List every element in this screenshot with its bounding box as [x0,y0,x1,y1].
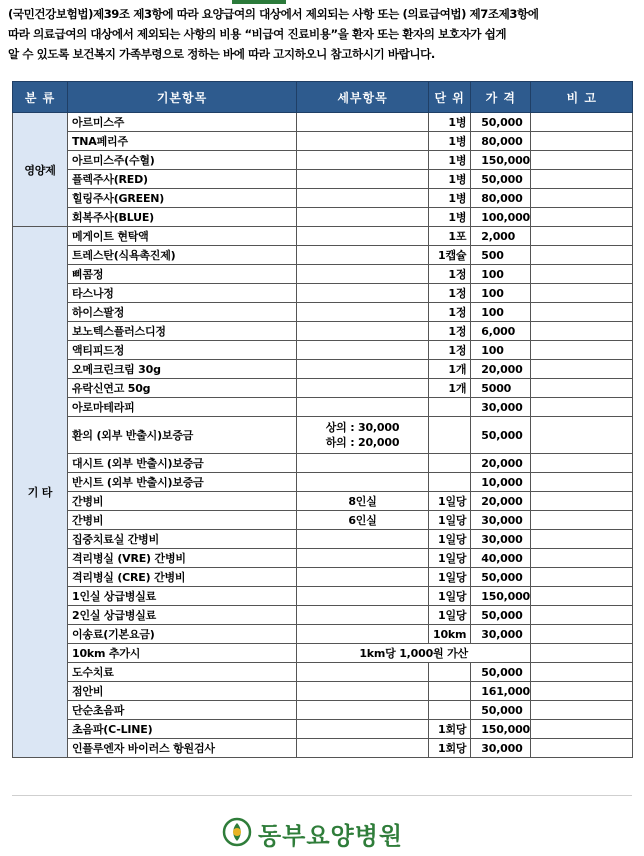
detail-cell [297,625,429,644]
table-row [13,379,633,398]
detail-cell [297,303,429,322]
table-row [13,208,633,227]
item-cell: 타스나정 [68,284,297,303]
item-cell: 점안비 [68,682,297,701]
note-cell [531,246,633,265]
note-cell [531,549,633,568]
note-cell [531,322,633,341]
item-cell: 간병비 [68,492,297,511]
detail-cell [297,151,429,170]
detail-cell [297,701,429,720]
price-cell: 100 [471,303,531,322]
price-cell: 30,000 [471,398,531,417]
category-cell: 영양제 [13,113,68,227]
header-note: 비 고 [531,82,633,113]
unit-cell: 1정 [429,284,471,303]
note-cell [531,663,633,682]
table-row [13,265,633,284]
unit-cell [429,663,471,682]
table-row [13,417,633,454]
detail-cell [297,227,429,246]
note-cell [531,492,633,511]
table-row [13,151,633,170]
note-cell [531,151,633,170]
price-cell: 20,000 [471,360,531,379]
detail-cell [297,530,429,549]
detail-cell: 8인실 [297,492,429,511]
header-unit: 단 위 [429,82,471,113]
note-cell [531,701,633,720]
table-row [13,549,633,568]
note-cell [531,568,633,587]
note-cell [531,739,633,758]
item-cell: 대시트 (외부 반출시)보증금 [68,454,297,473]
item-cell: 오메크린크림 30g [68,360,297,379]
note-cell [531,189,633,208]
unit-cell: 1병 [429,170,471,189]
table-row [13,511,633,530]
note-cell [531,587,633,606]
detail-cell [297,568,429,587]
unit-cell [429,398,471,417]
item-cell: 트레스탄(식욕촉진제) [68,246,297,265]
item-cell: 단순초음파 [68,701,297,720]
table-row [13,530,633,549]
note-cell [531,473,633,492]
price-cell: 30,000 [471,739,531,758]
price-cell: 50,000 [471,170,531,189]
detail-cell [297,720,429,739]
item-cell: 이송료(기본요금) [68,625,297,644]
footer [0,795,644,856]
unit-cell: 1일당 [429,511,471,530]
detail-cell [297,473,429,492]
table-row [13,398,633,417]
unit-cell: 1병 [429,189,471,208]
table-row [13,303,633,322]
detail-cell [297,246,429,265]
table-row [13,606,633,625]
intro-line: (국민건강보험법)제39조 제3항에 따라 요양급여의 대상에서 제외되는 사항 또는 (의료급여법) 제7조제3항에 [8,7,539,21]
item-cell: 격리병실 (VRE) 간병비 [68,549,297,568]
unit-cell [429,682,471,701]
item-cell: 힐링주사(GREEN) [68,189,297,208]
note-cell [531,530,633,549]
unit-cell [429,454,471,473]
price-cell: 100 [471,341,531,360]
note-cell [531,360,633,379]
note-cell [531,511,633,530]
note-cell [531,341,633,360]
price-cell: 150,000 [471,151,531,170]
unit-cell: 1일당 [429,568,471,587]
price-cell: 6,000 [471,322,531,341]
price-cell: 10,000 [471,473,531,492]
detail-cell [297,341,429,360]
unit-cell [429,417,471,454]
note-cell [531,208,633,227]
note-cell [531,265,633,284]
unit-cell: 1정 [429,303,471,322]
item-cell: 아르미스주(수혈) [68,151,297,170]
unit-cell: 1회당 [429,739,471,758]
item-cell: 아로마테라피 [68,398,297,417]
table-row [13,227,633,246]
price-cell: 100 [471,284,531,303]
item-cell: 메게이트 현탁액 [68,227,297,246]
table-row [13,644,633,663]
unit-cell [429,473,471,492]
table-row [13,587,633,606]
item-cell: 반시트 (외부 반출시)보증금 [68,473,297,492]
table-row [13,454,633,473]
detail-cell [297,549,429,568]
hospital-logo-icon [222,817,252,847]
price-cell: 50,000 [471,663,531,682]
item-cell: 인플루엔자 바이러스 항원검사 [68,739,297,758]
price-cell: 50,000 [471,606,531,625]
header-detail: 세부항목 [297,82,429,113]
note-cell [531,720,633,739]
item-cell: 액티피드정 [68,341,297,360]
note-cell [531,417,633,454]
price-cell: 500 [471,246,531,265]
item-cell: 격리병실 (CRE) 간병비 [68,568,297,587]
item-cell: 삐콤정 [68,265,297,284]
fee-table [12,81,633,758]
note-cell [531,170,633,189]
note-cell [531,398,633,417]
table-row [13,492,633,511]
price-cell: 150,000 [471,587,531,606]
detail-cell [297,322,429,341]
price-cell: 20,000 [471,492,531,511]
footer-divider [12,795,632,796]
price-cell: 40,000 [471,549,531,568]
unit-cell: 1일당 [429,606,471,625]
note-cell [531,454,633,473]
item-cell: 초음파(C-LINE) [68,720,297,739]
price-cell: 50,000 [471,701,531,720]
deposit-top-line: 상의 : 30,000 [325,421,400,434]
intro-line: 알 수 있도록 보건복지 가족부령으로 정하는 바에 따라 고지하오니 참고하시기 바랍니다. [8,47,435,61]
unit-cell: 1병 [429,208,471,227]
item-cell: 회복주사(BLUE) [68,208,297,227]
note-cell [531,227,633,246]
item-cell: 2인실 상급병실료 [68,606,297,625]
item-cell: 간병비 [68,511,297,530]
price-cell: 50,000 [471,417,531,454]
unit-cell: 1병 [429,113,471,132]
unit-cell: 1병 [429,151,471,170]
table-row [13,322,633,341]
detail-cell: 1km당 1,000원 가산 [297,644,531,663]
intro-notice [8,4,636,64]
table-row [13,663,633,682]
unit-cell: 1병 [429,132,471,151]
detail-cell [297,663,429,682]
header-item: 기본항목 [68,82,297,113]
note-cell [531,379,633,398]
intro-line: 따라 의료급여의 대상에서 제외되는 사항의 비용 “비급여 진료비용”을 환자 또는 환자의 보호자가 쉽게 [8,27,507,41]
unit-cell: 1개 [429,379,471,398]
unit-cell: 1일당 [429,492,471,511]
item-cell: 유락신연고 50g [68,379,297,398]
unit-cell: 1정 [429,322,471,341]
price-cell: 20,000 [471,454,531,473]
price-cell: 50,000 [471,113,531,132]
item-cell: TNA페리주 [68,132,297,151]
table-row [13,568,633,587]
table-row [13,701,633,720]
detail-cell [297,284,429,303]
item-cell: 도수치료 [68,663,297,682]
table-row [13,682,633,701]
table-row [13,720,633,739]
price-cell: 50,000 [471,568,531,587]
unit-cell: 1일당 [429,530,471,549]
item-cell: 환의 (외부 반출시)보증금 [68,417,297,454]
price-cell: 161,000 [471,682,531,701]
header-price: 가 격 [471,82,531,113]
detail-cell [297,265,429,284]
item-cell: 아르미스주 [68,113,297,132]
unit-cell [429,701,471,720]
item-cell: 플렉주사(RED) [68,170,297,189]
table-row [13,625,633,644]
detail-cell [297,587,429,606]
note-cell [531,682,633,701]
table-row [13,189,633,208]
price-cell: 150,000 [471,720,531,739]
unit-cell: 1개 [429,360,471,379]
detail-cell [297,379,429,398]
detail-cell [297,454,429,473]
unit-cell: 1정 [429,341,471,360]
hospital-name: 동부요양병원 [258,822,404,850]
price-cell: 5000 [471,379,531,398]
note-cell [531,303,633,322]
price-cell: 80,000 [471,189,531,208]
price-cell: 100 [471,265,531,284]
price-cell: 30,000 [471,530,531,549]
unit-cell: 1회당 [429,720,471,739]
unit-cell: 1일당 [429,587,471,606]
item-cell: 보노텍스플러스디정 [68,322,297,341]
table-row [13,170,633,189]
deposit-bottom-line: 하의 : 20,000 [325,436,400,449]
table-row [13,132,633,151]
detail-cell [297,606,429,625]
detail-cell [297,360,429,379]
table-row [13,113,633,132]
detail-cell [297,417,429,454]
detail-cell: 6인실 [297,511,429,530]
unit-cell: 1일당 [429,549,471,568]
detail-cell [297,208,429,227]
note-cell [531,284,633,303]
table-row [13,739,633,758]
price-cell: 30,000 [471,625,531,644]
table-row [13,246,633,265]
detail-cell [297,682,429,701]
unit-cell: 10km [429,625,471,644]
unit-cell: 1정 [429,265,471,284]
price-cell: 2,000 [471,227,531,246]
detail-cell [297,739,429,758]
detail-cell [297,113,429,132]
table-row [13,473,633,492]
note-cell [531,644,633,663]
detail-cell [297,398,429,417]
detail-cell [297,132,429,151]
item-cell: 1인실 상급병실료 [68,587,297,606]
note-cell [531,113,633,132]
item-cell: 하이스팔정 [68,303,297,322]
unit-cell: 1포 [429,227,471,246]
category-cell: 기 타 [13,227,68,758]
item-cell: 집중치료실 간병비 [68,530,297,549]
detail-cell [297,170,429,189]
price-cell: 80,000 [471,132,531,151]
table-row [13,284,633,303]
note-cell [531,132,633,151]
header-category: 분 류 [13,82,68,113]
unit-cell: 1캡슐 [429,246,471,265]
note-cell [531,625,633,644]
table-row [13,360,633,379]
price-cell: 100,000 [471,208,531,227]
note-cell [531,606,633,625]
item-cell: 10km 추가시 [68,644,297,663]
detail-cell [297,189,429,208]
price-cell: 30,000 [471,511,531,530]
table-header-row [13,82,633,113]
table-row [13,341,633,360]
